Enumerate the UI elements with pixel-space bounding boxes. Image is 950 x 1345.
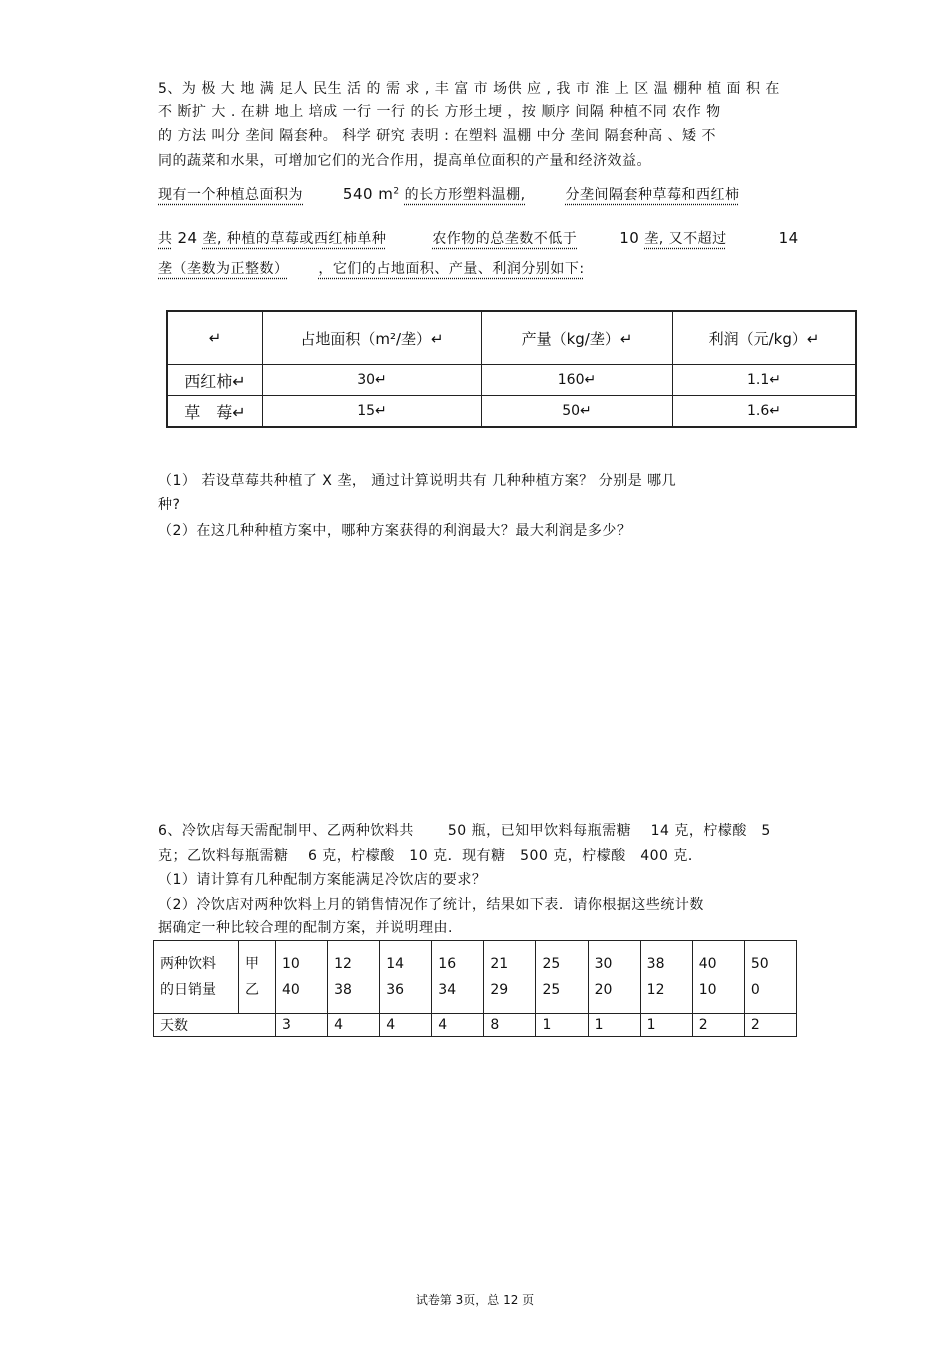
- q5-text-line-1: 5、为 极 大 地 满 足人 民生 活 的 需 求 , 丰 富 市 场供 应 , 我 市 淮 上 区 温 棚种 植 面 积 在: [158, 81, 780, 97]
- cell-value: 20: [594, 982, 613, 998]
- cell-value: 25: [542, 956, 561, 972]
- cell-value: 10: [698, 982, 717, 998]
- table-cell: 天数: [154, 1014, 276, 1037]
- table-cell: [432, 941, 484, 1014]
- table-cell: 8: [484, 1014, 536, 1037]
- cell-value: 30: [594, 956, 613, 972]
- cell-value: 29: [490, 982, 509, 998]
- q5-subquestion-2: （2）在这几种种植方案中，哪种方案获得的利润最大？最大利润是多少？: [158, 523, 632, 539]
- table-row: [154, 941, 797, 1014]
- table-header-cell: 占地面积（m²/垄）↵: [263, 311, 482, 365]
- table-cell: 15↵: [263, 396, 482, 428]
- q5-subquestion-1: （1） 若设草莓共种植了 X 垄， 通过计算说明共有 几种种植方案？ 分别是 哪几: [158, 473, 677, 489]
- cell-value: 34: [438, 982, 457, 998]
- q5-table-intro: ，它们的占地面积、产量、利润分别如下:: [318, 261, 585, 277]
- table-cell: [276, 941, 328, 1014]
- table-cell: 30↵: [263, 365, 482, 396]
- cell-value: 21: [490, 956, 509, 972]
- table-cell: 西红柿↵: [167, 365, 263, 396]
- table-cell: [380, 941, 432, 1014]
- cell-value: 36: [386, 982, 405, 998]
- q5-max-text: 垄, 又不超过: [644, 231, 727, 247]
- q5-condition-line-2: [158, 228, 799, 248]
- table-cell: 4: [328, 1014, 380, 1037]
- q5-min-text: 农作物的总垄数不低于: [432, 231, 578, 247]
- table-header-cell: 产量（kg/垄）↵: [482, 311, 673, 365]
- cell-value: 14: [386, 956, 405, 972]
- table-cell: [328, 941, 380, 1014]
- cell-value: 40: [698, 956, 717, 972]
- cell-value: 25: [542, 982, 561, 998]
- table-cell: 草 莓↵: [167, 396, 263, 428]
- table-header-cell: 利润（元/kg）↵: [673, 311, 857, 365]
- q5-subquestion-1-cont: 种?: [158, 497, 181, 513]
- table-cell: 160↵: [482, 365, 673, 396]
- table-cell: 1.6↵: [673, 396, 857, 428]
- q5-integer-note: 垄（垄数为正整数）: [158, 261, 289, 277]
- q5-greenhouse-text: 的长方形塑料温棚,: [404, 187, 526, 203]
- table-cell: 1: [588, 1014, 640, 1037]
- table-cell: [484, 941, 536, 1014]
- table-cell: [536, 941, 588, 1014]
- q5-total-prefix: 共: [158, 231, 173, 247]
- q5-text-line-4: 同的蔬菜和水果，可增加它们的光合作用，提高单位面积的产量和经济效益。: [158, 153, 651, 169]
- table-cell: [744, 941, 796, 1014]
- page-footer: 试卷第 3页，总 12 页: [415, 1293, 535, 1307]
- table-cell: 2: [692, 1014, 744, 1037]
- q5-area-exponent: 2: [393, 186, 400, 197]
- table-row: [167, 365, 856, 396]
- cell-value: 12: [334, 956, 352, 972]
- table-cell: [640, 941, 692, 1014]
- q5-condition-line-3: [158, 258, 585, 278]
- cell-value: 16: [438, 956, 457, 972]
- table-row: [167, 396, 856, 428]
- q6-subquestion-2: （2）冷饮店对两种饮料上月的销售情况作了统计，结果如下表．请你根据这些统计数: [158, 897, 704, 913]
- q6-text-line-1: 6、冷饮店每天需配制甲、乙两种饮料共 50 瓶，已知甲饮料每瓶需糖 14 克，柠檬酸 5: [158, 823, 771, 839]
- q5-max-rows: 14: [778, 229, 799, 247]
- cell-value: 10: [282, 956, 300, 972]
- drink-yi-label: 乙: [245, 982, 259, 998]
- q5-interplant-text: 分垄间隔套种草莓和西红柿: [565, 187, 740, 203]
- q6-subquestion-2-cont: 据确定一种比较合理的配制方案，并说明理由.: [158, 920, 453, 936]
- cell-value: 38: [646, 956, 665, 972]
- table-cell: [239, 941, 276, 1014]
- table-header-row: [167, 311, 856, 365]
- table-row: [154, 1014, 797, 1037]
- cell-value: 50: [750, 956, 769, 972]
- q6-text-line-2: 克；乙饮料每瓶需糖 6 克，柠檬酸 10 克．现有糖 500 克，柠檬酸 400 克．: [158, 848, 703, 864]
- table-cell: 4: [432, 1014, 484, 1037]
- table-cell: 50↵: [482, 396, 673, 428]
- table-cell: 3: [276, 1014, 328, 1037]
- table-cell: 1: [536, 1014, 588, 1037]
- cell-value: 38: [334, 982, 352, 998]
- q5-single-crop-text: 垄, 种植的草莓或西红柿单种: [202, 231, 387, 247]
- q5-min-rows: 10: [619, 229, 640, 247]
- q5-crop-table: [166, 310, 857, 428]
- table-cell: 1.1↵: [673, 365, 857, 396]
- table-cell: [588, 941, 640, 1014]
- table-header-cell: ↵: [167, 311, 263, 365]
- q5-text-line-3: 的 方法 叫分 垄间 隔套种。 科学 研究 表明 : 在塑料 温棚 中分 垄间 隔套种高 、矮 不: [158, 128, 716, 144]
- q5-area-label: 现有一个种植总面积为: [158, 187, 303, 203]
- q6-sales-table: [153, 940, 797, 1037]
- q5-condition-line-1: [158, 184, 739, 204]
- q5-total-rows: 24: [177, 229, 198, 247]
- drink-jia-label: 甲: [245, 956, 259, 972]
- table-cell: 2: [744, 1014, 796, 1037]
- q5-text-line-2: 不 断扩 大 . 在耕 地上 培成 一行 一行 的长 方形土埂 ，按 顺序 间隔 种植不同 农作 物: [158, 104, 721, 120]
- row-label-line-2: 的日销量: [160, 982, 216, 998]
- table-cell: 4: [380, 1014, 432, 1037]
- q6-subquestion-1: （1）请计算有几种配制方案能满足冷饮店的要求？: [158, 872, 487, 888]
- table-cell: 1: [640, 1014, 692, 1037]
- row-label-line-1: 两种饮料: [160, 956, 216, 972]
- cell-value: 12: [646, 982, 665, 998]
- cell-value: 0: [750, 982, 760, 998]
- cell-value: 40: [282, 982, 300, 998]
- q5-area-value: 540 m: [342, 185, 394, 203]
- table-cell: [154, 941, 239, 1014]
- table-cell: [692, 941, 744, 1014]
